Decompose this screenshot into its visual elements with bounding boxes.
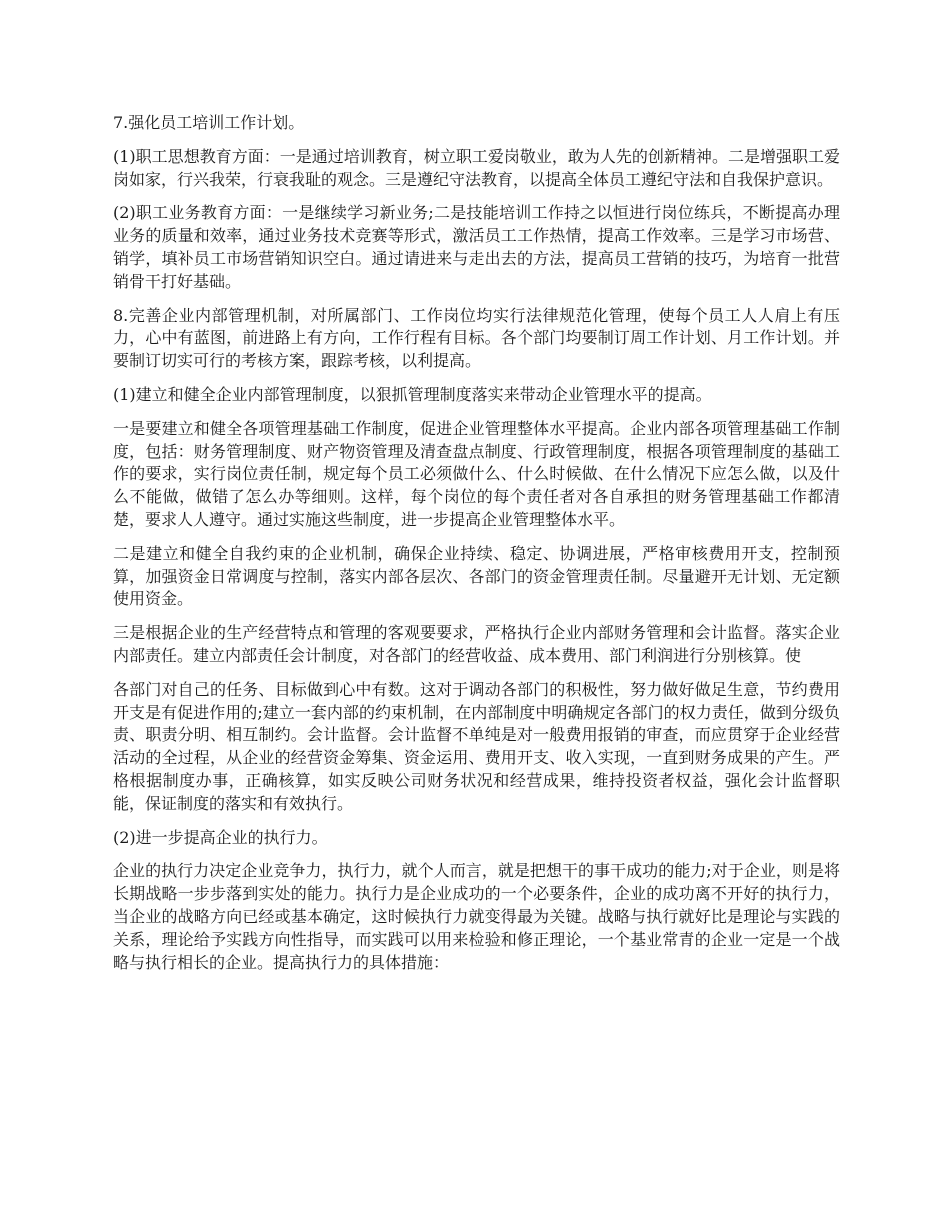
paragraph-point-one: 一是要建立和健全各项管理基础工作制度，促进企业管理整体水平提高。企业内部各项管理基础工作制度，包括：财务管理制度、财产物资管理及清查盘点制度、行政管理制度，根据各项管理制度的基础工作的要求，实行岗位责任制，规定每个员工必须做什么、什么时候做、在什么情况下应怎么做，以及什么不能做，做错了怎么办等细则。这样，每个岗位的每个责任者对各自承担的财务管理基础工作都清楚，要求人人遵守。通过实施这些制度，进一步提高企业管理整体水平。 xyxy=(113,418,840,529)
document-body xyxy=(113,112,840,985)
paragraph-ideology-education: (1)职工思想教育方面：一是通过培训教育，树立职工爱岗敬业，敢为人先的创新精神。二是增强职工爱岗如家，行兴我荣，行衰我耻的观念。三是遵纪守法教育，以提高全体员工遵纪守法和自我保护意识。 xyxy=(113,146,840,189)
paragraph-execution-heading: (2)进一步提高企业的执行力。 xyxy=(113,827,328,847)
paragraph-management-system: (1)建立和健全企业内部管理制度，以狠抓管理制度落实来带动企业管理水平的提高。 xyxy=(113,384,712,404)
paragraph-business-education: (2)职工业务教育方面：一是继续学习新业务;二是技能培训工作持之以恒进行岗位练兵，不断提高办理业务的质量和效率，通过业务技术竞赛等形式，激活员工工作热情，提高工作效率。三是学习市场营、销学，填补员工市场营销知识空白。通过请进来与走出去的方法，提高员工营销的技巧，为培育一批营销骨干打好基础。 xyxy=(113,203,840,291)
heading-item-8: 8.完善企业内部管理机制，对所属部门、工作岗位均实行法律规范化管理，使每个员工人人肩上有压力，心中有蓝图，前进路上有方向，工作行程有目标。各个部门均要制订周工作计划、月工作计划。并要制订切实可行的考核方案，跟踪考核，以利提高。 xyxy=(113,305,840,371)
heading-item-7: 7.强化员工培训工作计划。 xyxy=(113,113,305,132)
paragraph-point-two: 二是建立和健全自我约束的企业机制，确保企业持续、稳定、协调进展，严格审核费用开支，控制预算，加强资金日常调度与控制，落实内部各层次、各部门的资金管理责任制。尽量避开无计划、无定额使用资金。 xyxy=(113,543,840,609)
paragraph-execution: 企业的执行力决定企业竞争力，执行力，就个人而言，就是把想干的事干成功的能力;对于企业，则是将长期战略一步步落到实处的能力。执行力是企业成功的一个必要条件，企业的成功离不开好的执行力，当企业的战略方向已经或基本确定，这时候执行力就变得最为关键。战略与执行就好比是理论与实践的关系，理论给予实践方向性指导，而实践可以用来检验和修正理论，一个基业常青的企业一定是一个战略与执行相长的企业。提高执行力的具体措施： xyxy=(113,861,840,972)
paragraph-point-three: 三是根据企业的生产经营特点和管理的客观要要求，严格执行企业内部财务管理和会计监督。落实企业内部责任。建立内部责任会计制度，对各部门的经营收益、成本费用、部门利润进行分别核算。使 xyxy=(113,623,840,665)
paragraph-point-three-continued: 各部门对自己的任务、目标做到心中有数。这对于调动各部门的积极性，努力做好做足生意，节约费用开支是有促进作用的;建立一套内部的约束机制，在内部制度中明确规定各部门的权力责任，做到分级负责、职责分明、相互制约。会计监督。会计监督不单纯是对一般费用报销的审查，而应贯穿于企业经营活动的全过程，从企业的经营资金筹集、资金运用、费用开支、收入实现，一直到财务成果的产生。严格根据制度办事，正确核算，如实反映公司财务状况和经营成果，维持投资者权益，强化会计监督职能，保证制度的落实和有效执行。 xyxy=(113,679,840,813)
